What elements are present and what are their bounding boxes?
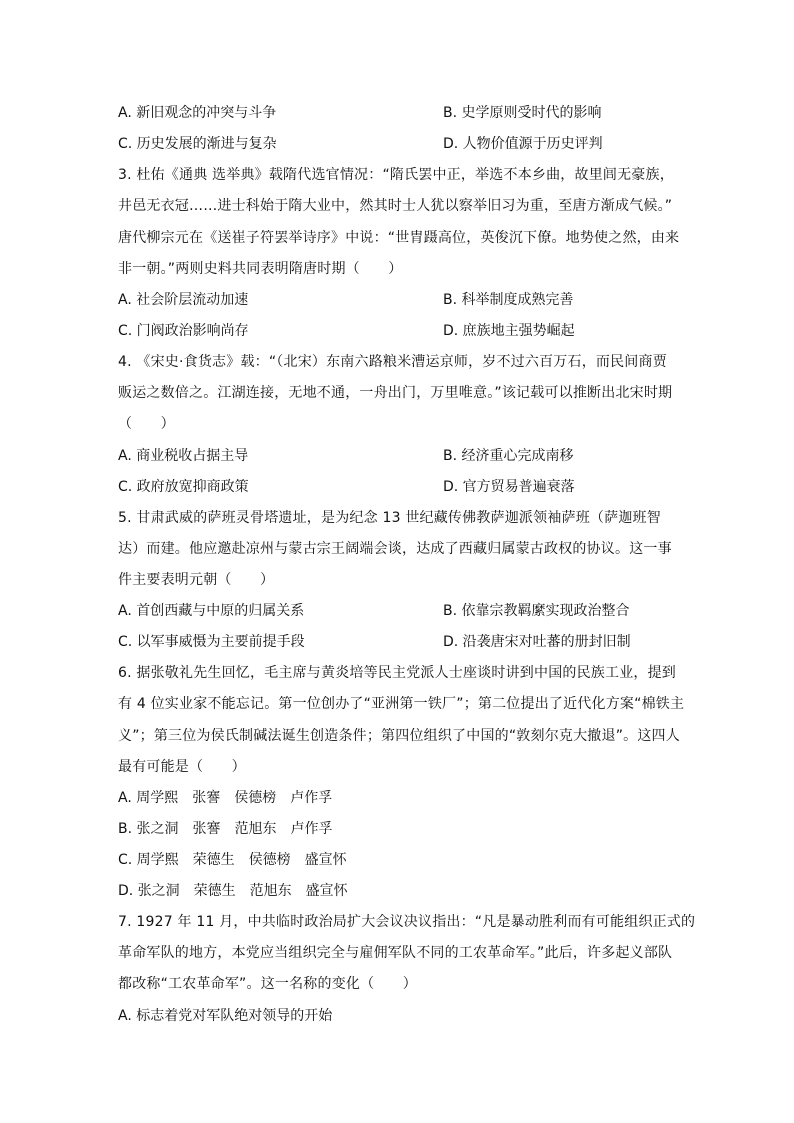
- q7-stem-line-1: 7. 1927 年 11 月，中共临时政治局扩大会议决议指出：“凡是暴动胜利而有可能组织正式的: [118, 914, 696, 930]
- q5-option-b[interactable]: B. 依靠宗教羁縻实现政治整合: [443, 603, 630, 619]
- q6-option-b[interactable]: B. 张之洞 张謇 范旭东 卢作孚: [118, 821, 333, 837]
- q6-option-d[interactable]: D. 张之洞 荣德生 范旭东 盛宣怀: [118, 883, 348, 899]
- q2-option-a[interactable]: A. 新旧观念的冲突与斗争: [118, 105, 277, 121]
- q3-option-a[interactable]: A. 社会阶层流动加速: [118, 292, 249, 308]
- q6-stem-line-4: 最有可能是（ ）: [118, 759, 246, 775]
- q4-option-b[interactable]: B. 经济重心完成南移: [443, 448, 574, 464]
- q7-option-a[interactable]: A. 标志着党对军队绝对领导的开始: [118, 1008, 333, 1024]
- q5-option-c[interactable]: C. 以军事威慑为主要前提手段: [118, 634, 305, 650]
- q6-stem-line-2: 有 4 位实业家不能忘记。第一位创办了“亚洲第一铁厂”；第二位提出了近代化方案“棉铁主: [118, 696, 685, 712]
- q4-option-c[interactable]: C. 政府放宽抑商政策: [118, 479, 249, 495]
- q3-option-c[interactable]: C. 门阀政治影响尚存: [118, 323, 249, 339]
- q5-stem-line-1: 5. 甘肃武威的萨班灵骨塔遗址，是为纪念 13 世纪藏传佛教萨迦派领袖萨班（萨迦班智: [118, 510, 661, 526]
- q5-stem-line-2: 达）而建。他应邀赴凉州与蒙古宗王阔端会谈，达成了西藏归属蒙古政权的协议。这一事: [118, 541, 672, 557]
- q2-option-d[interactable]: D. 人物价值源于历史评判: [443, 136, 603, 152]
- q3-option-b[interactable]: B. 科举制度成熟完善: [443, 292, 574, 308]
- q4-option-d[interactable]: D. 官方贸易普遍衰落: [443, 479, 575, 495]
- q2-option-b[interactable]: B. 史学原则受时代的影响: [443, 105, 602, 121]
- q3-option-d[interactable]: D. 庶族地主强势崛起: [443, 323, 575, 339]
- q7-stem-line-3: 都改称“工农革命军”。这一名称的变化（ ）: [118, 976, 417, 992]
- q4-option-a[interactable]: A. 商业税收占据主导: [118, 448, 249, 464]
- q2-option-c[interactable]: C. 历史发展的渐进与复杂: [118, 136, 277, 152]
- q4-stem-line-3: （ ）: [118, 416, 175, 432]
- q4-stem-line-1: 4. 《宋史·食货志》载：“（北宋）东南六路粮米漕运京师，岁不过六百万石，而民间商贾: [118, 354, 667, 370]
- q6-option-c[interactable]: C. 周学熙 荣德生 侯德榜 盛宣怀: [118, 852, 347, 868]
- q3-stem-line-4: 非一朝。”两则史料共同表明隋唐时期（ ）: [118, 261, 403, 277]
- q6-option-a[interactable]: A. 周学熙 张謇 侯德榜 卢作孚: [118, 790, 333, 806]
- q7-stem-line-2: 革命军队的地方，本党应当组织完全与雇佣军队不同的工农革命军。”此后，许多起义部队: [118, 945, 673, 961]
- q4-stem-line-2: 贩运之数倍之。江湖连接，无地不通，一舟出门，万里唯意。”该记载可以推断出北宋时期: [118, 385, 673, 401]
- q5-option-d[interactable]: D. 沿袭唐宋对吐蕃的册封旧制: [443, 634, 631, 650]
- q3-stem-line-3: 唐代柳宗元在《送崔子符罢举诗序》中说：“世胄蹑高位，英俊沉下僚。地势使之然，由来: [118, 230, 680, 246]
- q6-stem-line-3: 义”；第三位为侯氏制碱法诞生创造条件；第四位组织了中国的“敦刻尔克大撤退”。这四人: [118, 728, 680, 744]
- q5-stem-line-3: 件主要表明元朝（ ）: [118, 572, 275, 588]
- q3-stem-line-2: 井邑无衣冠……进士科始于隋大业中，然其时士人犹以察举旧习为重，至唐方渐成气候。”: [118, 198, 673, 214]
- q3-stem-line-1: 3. 杜佑《通典 选举典》载隋代选官情况：“隋氏罢中正，举选不本乡曲，故里闾无豪族，: [118, 167, 674, 183]
- q6-stem-line-1: 6. 据张敬礼先生回忆，毛主席与黄炎培等民主党派人士座谈时讲到中国的民族工业，提到: [118, 665, 677, 681]
- q5-option-a[interactable]: A. 首创西藏与中原的归属关系: [118, 603, 305, 619]
